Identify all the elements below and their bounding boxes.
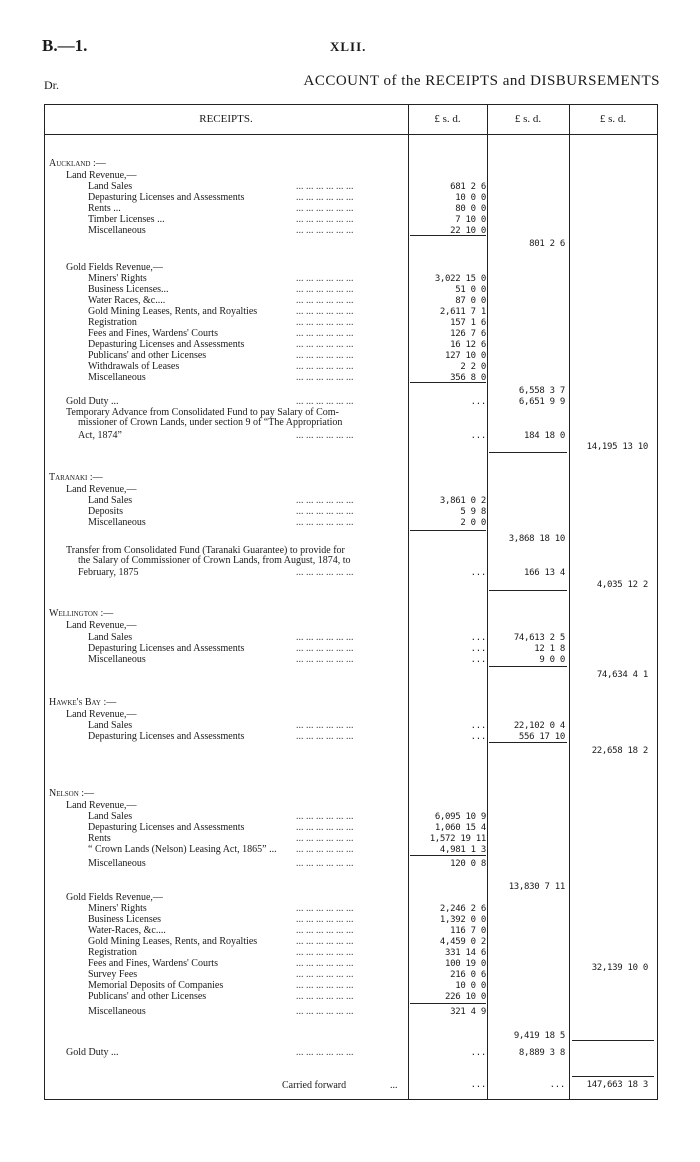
row-label: Miscellaneous <box>88 225 146 236</box>
header-bottom-rule <box>44 134 658 135</box>
table-row <box>44 517 658 529</box>
row-label: Withdrawals of Leases <box>88 361 180 372</box>
row-label: Land Sales <box>88 495 133 506</box>
amount-subtotal: 9,419 18 5 <box>513 1031 565 1041</box>
amount-item: 5 9 8 <box>460 507 486 517</box>
row-label: Land Sales <box>88 720 133 731</box>
amount-item: 127 10 0 <box>445 351 486 361</box>
row-label: Land Revenue,— <box>66 800 137 811</box>
leader-dots: ... ... ... ... ... ... <box>296 969 354 980</box>
row-label: Temporary Advance from Consolidated Fund to pay Salary of Com- <box>66 407 339 418</box>
amount-item: 321 4 9 <box>450 1007 486 1017</box>
leader-dots: ... ... ... ... ... ... <box>296 991 354 1002</box>
ledger-table <box>44 104 658 1100</box>
table-row <box>44 745 658 757</box>
leader-dots: ... ... ... ... ... ... <box>296 225 354 236</box>
row-label: Gold Mining Leases, Rents, and Royalties <box>88 306 258 317</box>
row-label: Rents ... <box>88 203 121 214</box>
amount-item: 2 0 0 <box>460 518 486 528</box>
row-label: Gold Mining Leases, Rents, and Royalties <box>88 936 258 947</box>
leader-dots: ... ... ... ... ... ... <box>296 822 354 833</box>
amount-item: 87 0 0 <box>455 296 486 306</box>
amount-total: 32,139 10 0 <box>591 963 648 973</box>
amount-subtotal: 556 17 10 <box>518 732 565 742</box>
leader-dots: ... ... ... ... ... ... <box>296 833 354 844</box>
carried-forward-label: Carried forward <box>282 1080 347 1091</box>
table-row <box>44 962 658 974</box>
amount-item: 681 2 6 <box>450 182 486 192</box>
page-number: B.—1. <box>42 36 88 55</box>
amount-subtotal: 801 2 6 <box>529 239 565 249</box>
amount-item: ... <box>470 721 486 731</box>
section-heading: Auckland :— <box>49 158 106 169</box>
section-heading: Hawke's Bay :— <box>49 697 117 708</box>
carried-forward-rule <box>572 1076 654 1077</box>
amount-item: ... <box>470 431 486 441</box>
leader-dots: ... ... ... ... ... ... <box>296 203 354 214</box>
sum-rule <box>572 1040 654 1041</box>
row-label: Land Revenue,— <box>66 709 137 720</box>
table-row <box>44 669 658 681</box>
row-label: Deposits <box>88 506 123 517</box>
amount-item: 100 19 0 <box>445 959 486 969</box>
amount-item: 216 0 6 <box>450 970 486 980</box>
leader-dots: ... ... ... ... ... ... <box>296 273 354 284</box>
row-label: Land Revenue,— <box>66 170 137 181</box>
table-bottom-rule <box>44 1099 658 1100</box>
account-title: ACCOUNT of the RECEIPTS and DISBURSEMENTS <box>303 73 660 89</box>
leader-dots: ... ... ... ... ... ... <box>296 858 354 869</box>
amount-item: 4,459 0 2 <box>439 937 486 947</box>
leader-dots: ... ... ... ... ... ... <box>296 350 354 361</box>
table-row <box>44 608 658 620</box>
amount-item: 80 0 0 <box>455 204 486 214</box>
col2-header: £ s. d. <box>514 113 542 125</box>
row-label: Publicans' and other Licenses <box>88 350 207 361</box>
leader-dots: ... ... ... ... ... ... <box>296 506 354 517</box>
table-row <box>44 533 658 545</box>
amount-item: 120 0 8 <box>450 859 486 869</box>
row-label: Gold Duty ... <box>66 396 119 407</box>
leader-dots: ... ... ... ... ... ... <box>296 643 354 654</box>
row-label: Depasturing Licenses and Assessments <box>88 192 245 203</box>
amount-total: 22,658 18 2 <box>591 746 648 756</box>
sum-rule <box>410 382 486 383</box>
amount-item: ... <box>470 644 486 654</box>
amount-item: 10 0 0 <box>455 193 486 203</box>
carried-forward-col2: ... <box>549 1080 565 1090</box>
row-label: Business Licenses <box>88 914 162 925</box>
table-row <box>44 1030 658 1042</box>
amount-subtotal: 184 18 0 <box>524 431 565 441</box>
table-row <box>44 567 658 579</box>
row-label: Land Sales <box>88 181 133 192</box>
row-label: the Salary of Commissioner of Crown Lands, from August, 1874, to <box>78 555 351 566</box>
amount-subtotal: 13,830 7 11 <box>508 882 565 892</box>
leader-dots: ... ... ... ... ... ... <box>296 632 354 643</box>
leader-dots: ... ... ... ... ... ... <box>296 328 354 339</box>
amount-item: ... <box>470 732 486 742</box>
section-heading: Wellington :— <box>49 608 114 619</box>
section-heading: Taranaki :— <box>49 472 103 483</box>
leader-dots: ... ... ... ... ... ... <box>296 567 354 578</box>
amount-subtotal: 9 0 0 <box>539 655 565 665</box>
sum-rule <box>489 742 567 743</box>
row-label: Depasturing Licenses and Assessments <box>88 339 245 350</box>
amount-total: 14,195 13 10 <box>586 442 648 452</box>
row-label: Miscellaneous <box>88 517 146 528</box>
carried-forward-col1: ... <box>470 1080 486 1090</box>
leader-dots: ... ... ... ... ... ... <box>296 214 354 225</box>
roman-page-number: XLII. <box>330 39 367 54</box>
leader-dots: ... ... ... ... ... ... <box>296 654 354 665</box>
leader-dots: ... ... ... ... ... ... <box>296 958 354 969</box>
carried-forward-total: 147,663 18 3 <box>586 1080 648 1090</box>
table-row <box>44 788 658 800</box>
amount-item: 7 10 0 <box>455 215 486 225</box>
amount-total: 4,035 12 2 <box>596 580 648 590</box>
leader-dots: ... ... ... ... ... ... <box>296 844 354 855</box>
col3-header: £ s. d. <box>599 113 627 125</box>
amount-item: 116 7 0 <box>450 926 486 936</box>
sum-rule <box>410 1003 486 1004</box>
amount-item: 1,392 0 0 <box>439 915 486 925</box>
leader-dots: ... ... ... ... ... ... <box>296 925 354 936</box>
leader-dots: ... ... ... ... ... ... <box>296 372 354 383</box>
table-row <box>44 555 658 567</box>
row-label: Depasturing Licenses and Assessments <box>88 822 245 833</box>
leader-dots: ... ... ... ... ... ... <box>296 1006 354 1017</box>
table-row <box>44 1006 658 1018</box>
carried-forward-dots: ... <box>390 1080 398 1091</box>
amount-item: ... <box>470 633 486 643</box>
amount-item: ... <box>470 568 486 578</box>
leader-dots: ... ... ... ... ... ... <box>296 731 354 742</box>
amount-subtotal: 6,558 3 7 <box>518 386 565 396</box>
amount-item: 356 8 0 <box>450 373 486 383</box>
sum-rule <box>410 530 486 531</box>
amount-subtotal: 12 1 8 <box>534 644 565 654</box>
amount-subtotal: 3,868 18 10 <box>508 534 565 544</box>
leader-dots: ... ... ... ... ... ... <box>296 903 354 914</box>
row-label: “ Crown Lands (Nelson) Leasing Act, 1865” ... <box>88 844 277 855</box>
amount-item: 3,022 15 0 <box>434 274 486 284</box>
amount-item: 51 0 0 <box>455 285 486 295</box>
row-label: Registration <box>88 317 137 328</box>
leader-dots: ... ... ... ... ... ... <box>296 339 354 350</box>
table-row <box>44 844 658 856</box>
row-label: Depasturing Licenses and Assessments <box>88 731 245 742</box>
row-label: Water Races, &c.... <box>88 295 166 306</box>
amount-subtotal: 166 13 4 <box>524 568 565 578</box>
row-label: February, 1875 <box>78 567 139 578</box>
table-row <box>44 1047 658 1059</box>
leader-dots: ... ... ... ... ... ... <box>296 980 354 991</box>
row-label: Depasturing Licenses and Assessments <box>88 643 245 654</box>
amount-item: 4,981 1 3 <box>439 845 486 855</box>
row-label: Gold Fields Revenue,— <box>66 262 163 273</box>
leader-dots: ... ... ... ... ... ... <box>296 914 354 925</box>
row-label: Publicans' and other Licenses <box>88 991 207 1002</box>
row-label: Gold Fields Revenue,— <box>66 892 163 903</box>
table-row <box>44 225 658 237</box>
row-label: Water-Races, &c.... <box>88 925 166 936</box>
leader-dots: ... ... ... ... ... ... <box>296 361 354 372</box>
row-label: Registration <box>88 947 137 958</box>
amount-item: ... <box>470 397 486 407</box>
leader-dots: ... ... ... ... ... ... <box>296 181 354 192</box>
row-label: Miners' Rights <box>88 273 147 284</box>
table-row <box>44 372 658 384</box>
table-row <box>44 417 658 429</box>
row-label: Fees and Fines, Wardens' Courts <box>88 328 218 339</box>
amount-item: 1,572 19 11 <box>429 834 486 844</box>
row-label: Gold Duty ... <box>66 1047 119 1058</box>
leader-dots: ... ... ... ... ... ... <box>296 811 354 822</box>
leader-dots: ... ... ... ... ... ... <box>296 396 354 407</box>
table-row <box>44 991 658 1003</box>
table-row <box>44 472 658 484</box>
sum-rule <box>410 855 486 856</box>
amount-item: 22 10 0 <box>450 226 486 236</box>
table-row <box>44 858 658 870</box>
amount-item: 157 1 6 <box>450 318 486 328</box>
row-label: Survey Fees <box>88 969 138 980</box>
row-label: Miscellaneous <box>88 654 146 665</box>
leader-dots: ... ... ... ... ... ... <box>296 495 354 506</box>
amount-subtotal: 6,651 9 9 <box>518 397 565 407</box>
sum-rule <box>489 590 567 591</box>
leader-dots: ... ... ... ... ... ... <box>296 720 354 731</box>
sum-rule <box>410 235 486 236</box>
row-label: Miscellaneous <box>88 1006 146 1017</box>
leader-dots: ... ... ... ... ... ... <box>296 284 354 295</box>
row-label: Timber Licenses ... <box>88 214 165 225</box>
row-label: Transfer from Consolidated Fund (Taranaki Guarantee) to provide for <box>66 545 345 556</box>
amount-total: 74,634 4 1 <box>596 670 648 680</box>
sum-rule <box>489 666 567 667</box>
row-label: Land Sales <box>88 811 133 822</box>
amount-subtotal: 8,889 3 8 <box>518 1048 565 1058</box>
leader-dots: ... ... ... ... ... ... <box>296 936 354 947</box>
amount-item: ... <box>470 1048 486 1058</box>
debit-label: Dr. <box>44 78 59 92</box>
row-label: Land Revenue,— <box>66 620 137 631</box>
amount-item: 16 12 6 <box>450 340 486 350</box>
receipts-column-header: RECEIPTS. <box>199 113 253 125</box>
amount-item: 126 7 6 <box>450 329 486 339</box>
leader-dots: ... ... ... ... ... ... <box>296 430 354 441</box>
amount-item: 2,611 7 1 <box>439 307 486 317</box>
row-label: Memorial Deposits of Companies <box>88 980 224 991</box>
amount-item: 1,060 15 4 <box>434 823 486 833</box>
leader-dots: ... ... ... ... ... ... <box>296 306 354 317</box>
section-heading: Nelson :— <box>49 788 95 799</box>
table-row <box>44 620 658 632</box>
leader-dots: ... ... ... ... ... ... <box>296 295 354 306</box>
leader-dots: ... ... ... ... ... ... <box>296 192 354 203</box>
row-label: Land Sales <box>88 632 133 643</box>
amount-item: 226 10 0 <box>445 992 486 1002</box>
row-label: Land Revenue,— <box>66 484 137 495</box>
row-label: Miners' Rights <box>88 903 147 914</box>
table-row <box>44 697 658 709</box>
table-row <box>44 654 658 666</box>
row-label: missioner of Crown Lands, under section 9 of “The Appropriation <box>78 417 343 428</box>
row-label: Fees and Fines, Wardens' Courts <box>88 958 218 969</box>
sum-rule <box>489 452 567 453</box>
row-label: Act, 1874” <box>78 430 122 441</box>
leader-dots: ... ... ... ... ... ... <box>296 1047 354 1058</box>
leader-dots: ... ... ... ... ... ... <box>296 517 354 528</box>
amount-item: ... <box>470 655 486 665</box>
amount-item: 2 2 0 <box>460 362 486 372</box>
col1-header: £ s. d. <box>434 113 461 125</box>
table-row <box>44 238 658 250</box>
row-label: Miscellaneous <box>88 858 146 869</box>
leader-dots: ... ... ... ... ... ... <box>296 947 354 958</box>
amount-subtotal: 22,102 0 4 <box>513 721 565 731</box>
amount-item: 3,861 0 2 <box>439 496 486 506</box>
amount-item: 6,095 10 9 <box>434 812 486 822</box>
row-label: Miscellaneous <box>88 372 146 383</box>
table-row <box>44 158 658 170</box>
amount-subtotal: 74,613 2 5 <box>513 633 565 643</box>
leader-dots: ... ... ... ... ... ... <box>296 317 354 328</box>
amount-item: 331 14 6 <box>445 948 486 958</box>
amount-item: 10 0 0 <box>455 981 486 991</box>
amount-item: 2,246 2 6 <box>439 904 486 914</box>
row-label: Business Licenses... <box>88 284 169 295</box>
row-label: Rents <box>88 833 111 844</box>
